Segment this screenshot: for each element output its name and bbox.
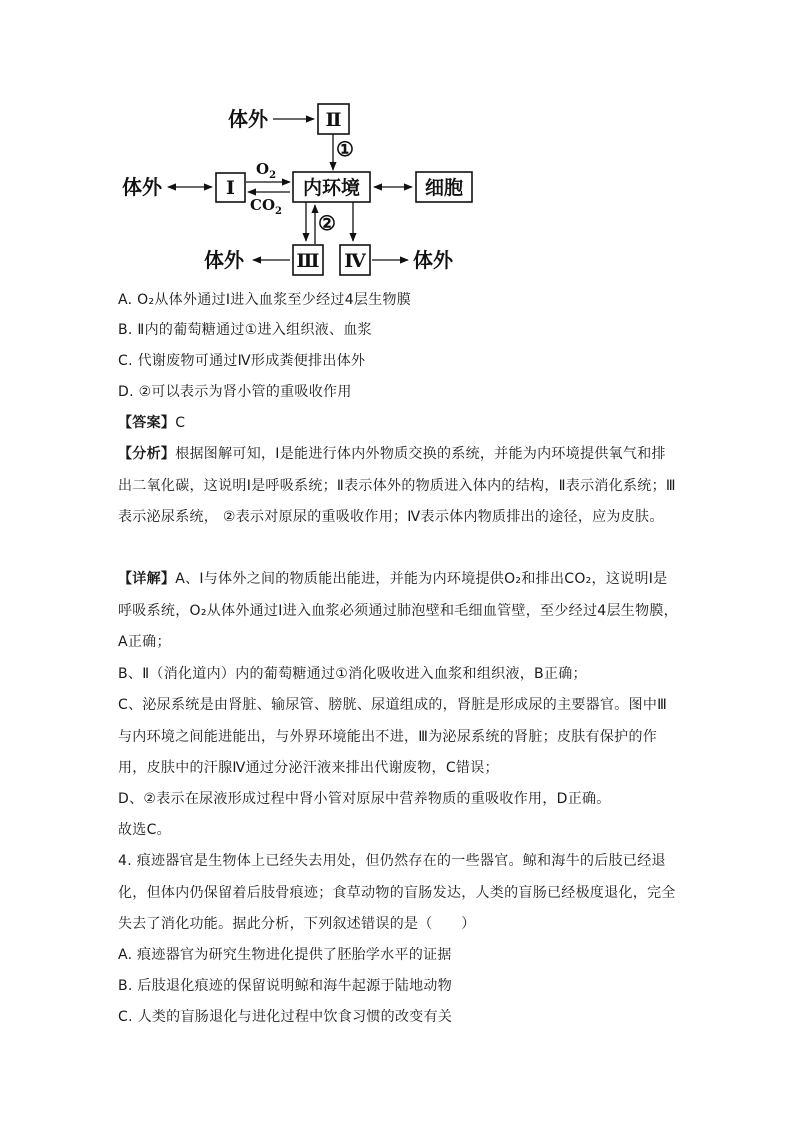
option-c: C. 代谢废物可通过Ⅳ形成粪便排出体外	[118, 353, 366, 369]
box-1-label: Ⅰ	[226, 177, 235, 199]
option-d: D. ②可以表示为肾小管的重吸收作用	[118, 384, 352, 400]
question-4-option-a: A. 痕迹器官为研究生物进化提供了胚胎学水平的证据	[118, 947, 452, 963]
marker-1: ①	[336, 137, 354, 161]
detail-c: C、泌尿系统是由肾脏、输尿管、膀胱、尿道组成的，肾脏是形成尿的主要器官。图中Ⅲ与内环境之间能进能出，与外界环境能出不进，Ⅲ为泌尿系统的肾脏；皮肤有保护的作用，皮肤中的汗腺Ⅳ通过分泌汗液来排出代谢废物，C错误；	[118, 697, 668, 776]
option-b: B. Ⅱ内的葡萄糖通过①进入组织液、血浆	[118, 322, 372, 338]
answer-value: C	[175, 415, 186, 431]
detail-d: D、②表示在尿液形成过程中肾小管对原尿中营养物质的重吸收作用，D正确。	[118, 791, 611, 807]
question-4-option-c: C. 人类的盲肠退化与进化过程中饮食习惯的改变有关	[118, 1009, 453, 1025]
answer-label: 【答案】	[118, 415, 176, 431]
cell-label: 细胞	[424, 177, 464, 199]
outside-label-bottom-left: 体外	[204, 248, 244, 272]
box-4-label: Ⅳ	[344, 250, 366, 272]
analysis-label: 【分析】	[118, 446, 176, 462]
box-3-label: Ⅲ	[296, 250, 320, 272]
analysis-paragraph	[118, 439, 678, 534]
analysis-text: 根据图解可知，Ⅰ是能进行体内外物质交换的系统，并能为内环境提供氧气和排出二氧化碳，这说明Ⅰ是呼吸系统；Ⅱ表示体外的物质进入体内的结构，Ⅱ表示消化系统；Ⅲ表示泌尿系统， ②表示对原尿的重吸收作用；Ⅳ表示体内物质排出的途径，应为皮肤。	[118, 446, 676, 525]
marker-2: ②	[318, 211, 336, 235]
option-a: A. O₂从体外通过Ⅰ进入血浆至少经过4层生物膜	[118, 292, 412, 308]
box-2-label: Ⅱ	[325, 109, 342, 131]
detail-conclusion: 故选C。	[118, 822, 171, 838]
internal-environment-diagram	[110, 94, 490, 280]
detail-b: B、Ⅱ（消化道内）内的葡萄糖通过①消化吸收进入血浆和组织液，B正确；	[118, 666, 587, 682]
outside-label-left: 体外	[122, 175, 162, 199]
answer-line	[118, 408, 678, 440]
detail-paragraph-a	[118, 564, 678, 659]
internal-environment-label: 内环境	[302, 177, 361, 199]
outside-label-top: 体外	[228, 107, 268, 131]
question-4-option-b: B. 后肢退化痕迹的保留说明鲸和海牛起源于陆地动物	[118, 978, 453, 994]
o2-label: $O_2$	[256, 160, 277, 181]
co2-label: $CO_2$	[250, 196, 282, 217]
detail-label: 【详解】	[118, 571, 176, 587]
outside-label-bottom-right: 体外	[413, 248, 453, 272]
question-4-stem: 4. 痕迹器官是生物体上已经失去用处，但仍然存在的一些器官。鲸和海牛的后肢已经退化，但体内仍保留着后肢骨痕迹；食草动物的盲肠发达，人类的盲肠已经极度退化，完全失去了消化功能。据此分析，下列叙述错误的是（ ）	[118, 853, 676, 932]
detail-a-text: A、Ⅰ与体外之间的物质能出能进，并能为内环境提供O₂和排出CO₂，这说明Ⅰ是呼吸系统，O₂从体外通过Ⅰ进入血浆必须通过肺泡壁和毛细血管壁，至少经过4层生物膜，A正确；	[118, 571, 678, 650]
